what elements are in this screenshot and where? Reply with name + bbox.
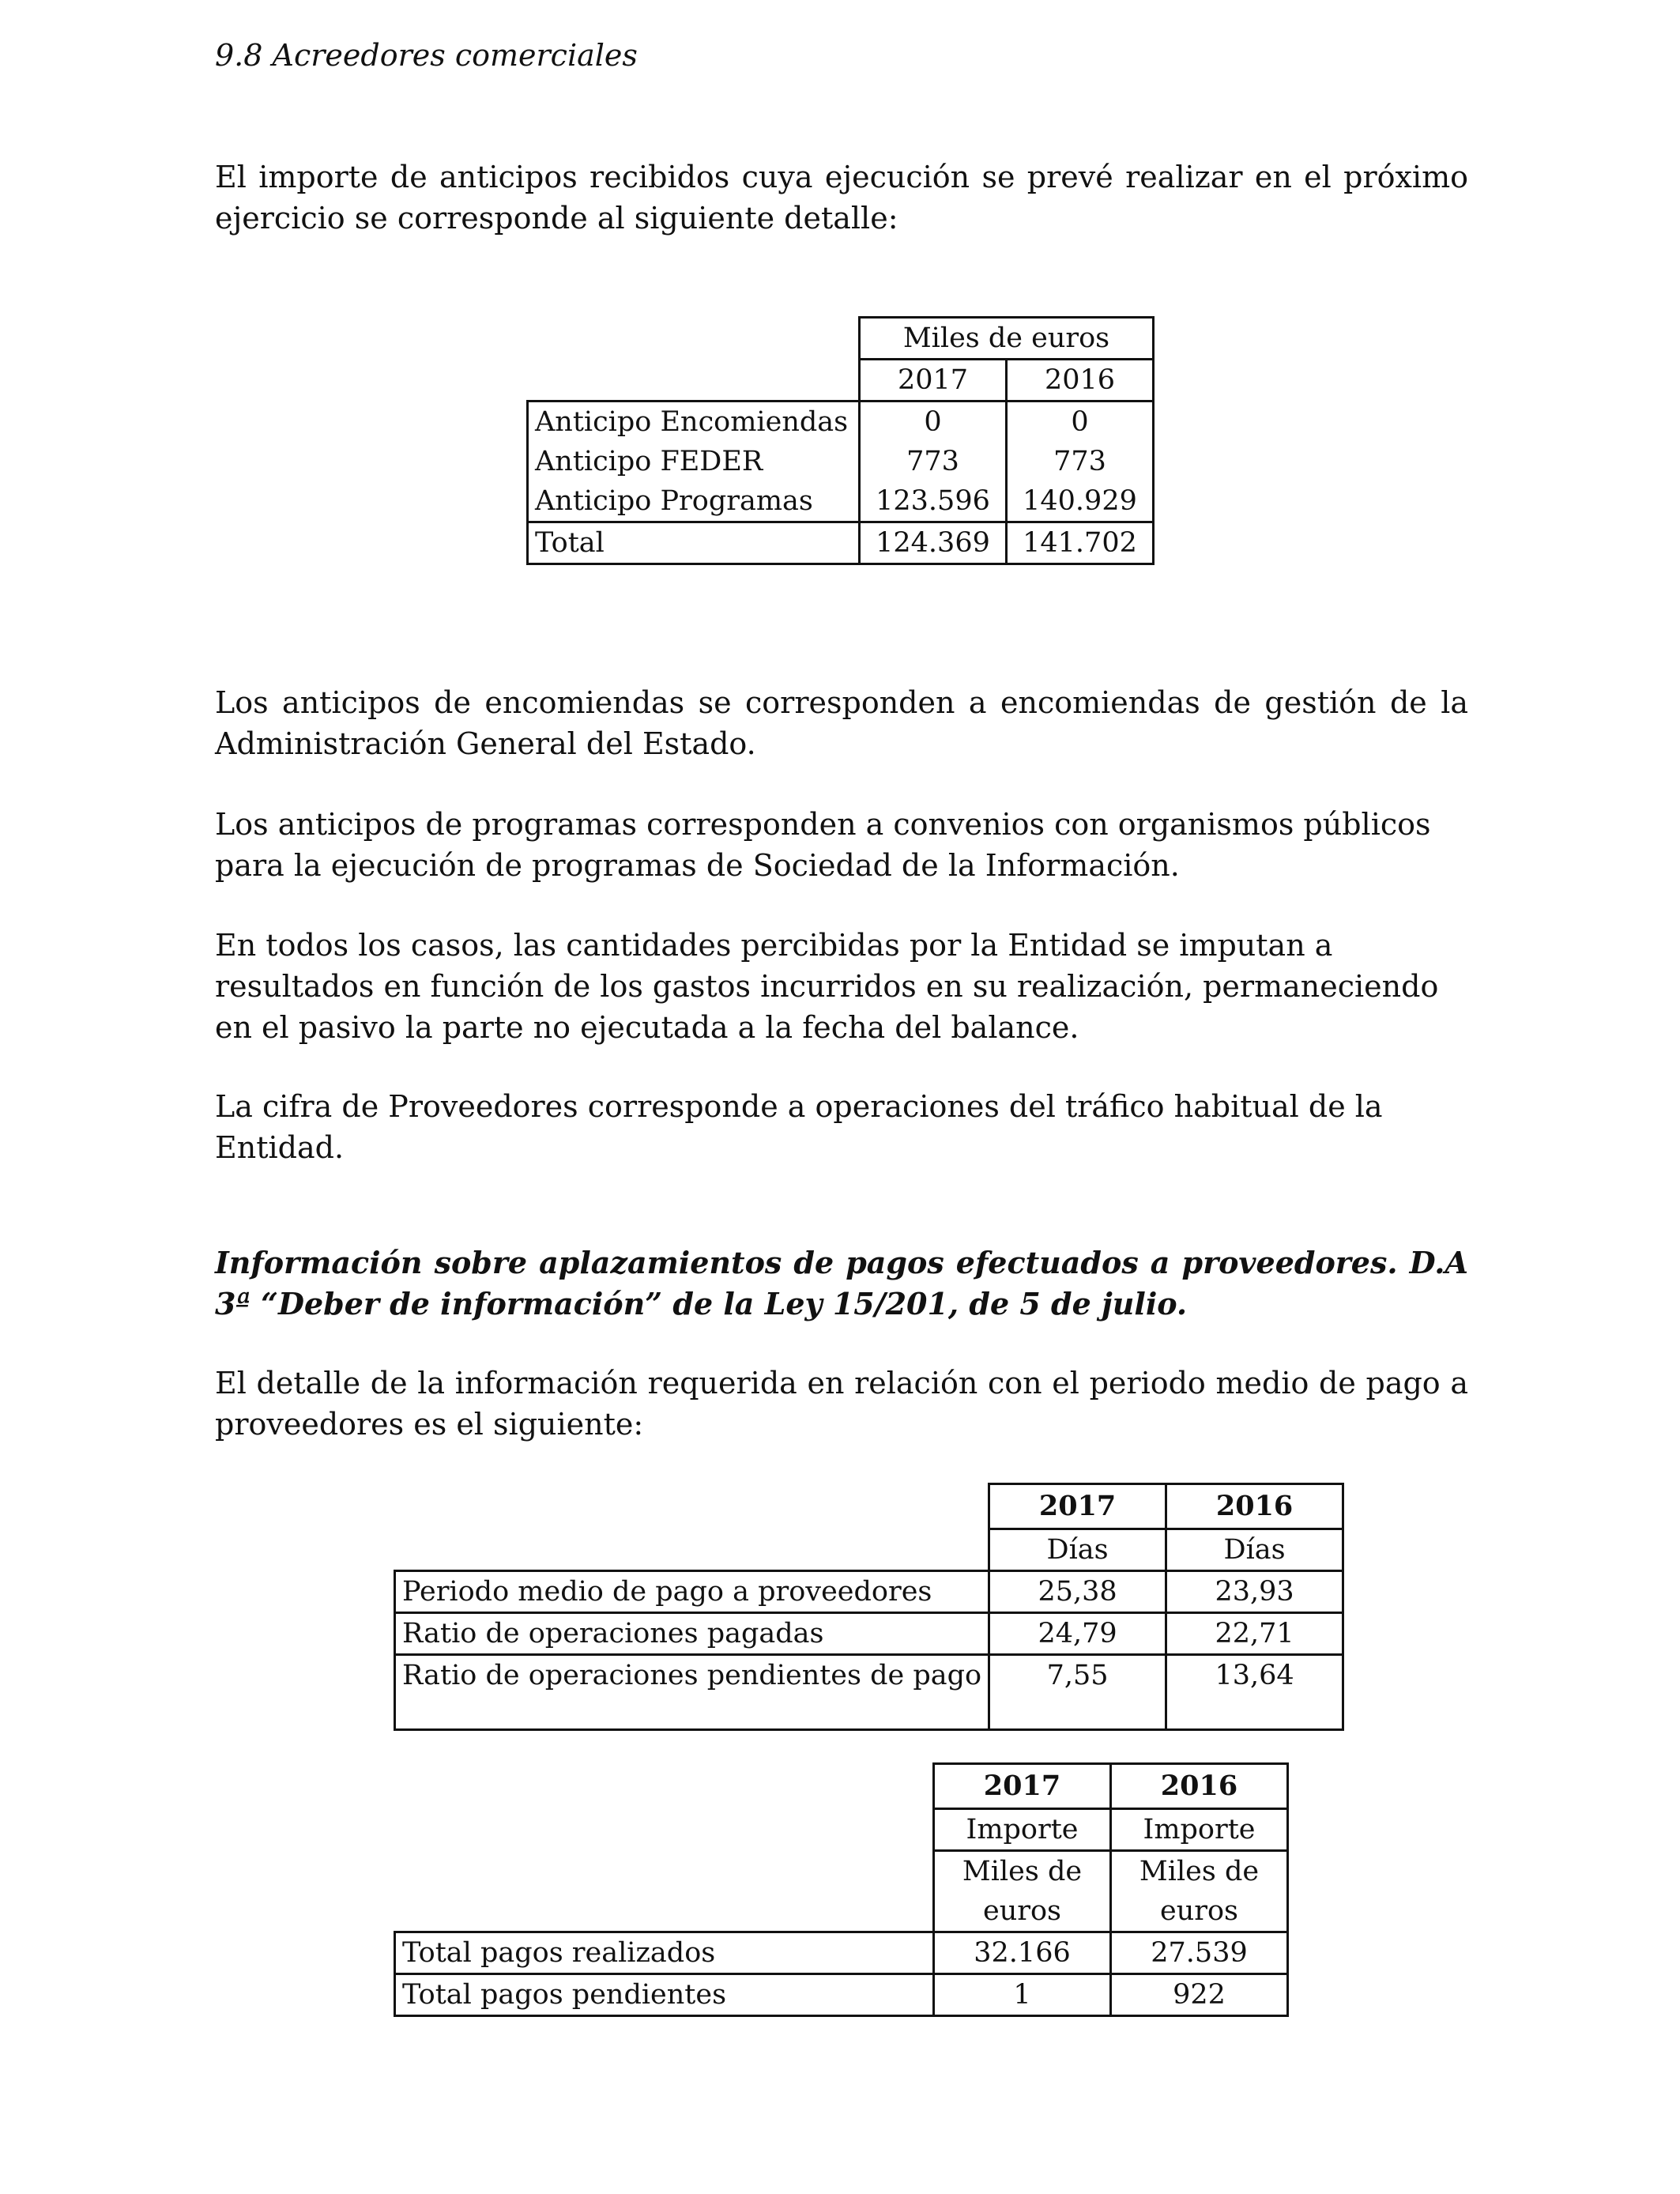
total-label: Total xyxy=(528,522,860,564)
unit-header: Miles de euros xyxy=(860,318,1154,360)
empty-cell xyxy=(395,1891,934,1932)
row-label: Ratio de operaciones pagadas xyxy=(395,1613,989,1655)
row-value-2016: 773 xyxy=(1007,442,1154,481)
unit-header-importe: Importe xyxy=(934,1809,1111,1851)
empty-cell xyxy=(528,318,860,360)
empty-cell xyxy=(528,360,860,401)
table-row xyxy=(395,1571,1343,1613)
row-value-2017: 1 xyxy=(934,1974,1111,2016)
row-value-2017: 0 xyxy=(860,401,1007,443)
paragraph-todos-casos: En todos los casos, las cantidades percibidas por la Entidad se imputan a resultados en función de los gastos incurridos en su realización, permaneciendo en el pasivo la parte no ejecutada a la fecha del balance. xyxy=(215,928,1439,1045)
row-value-2016: 23,93 xyxy=(1166,1571,1343,1613)
row-value-2017: 7,55 xyxy=(989,1655,1166,1730)
year-header: 2016 xyxy=(1007,360,1154,401)
row-value-2016: 13,64 xyxy=(1166,1655,1343,1730)
anticipos-table xyxy=(526,316,1155,565)
row-value-2016: 27.539 xyxy=(1111,1932,1288,1974)
table-row xyxy=(528,442,1154,481)
table-row xyxy=(395,1613,1343,1655)
row-value-2016: 0 xyxy=(1007,401,1154,443)
total-row xyxy=(528,522,1154,564)
row-label: Ratio de operaciones pendientes de pago xyxy=(395,1655,989,1730)
row-value-2017: 24,79 xyxy=(989,1613,1166,1655)
paragraph-programas: Los anticipos de programas corresponden a convenios con organismos públicos para la ejecución de programas de Sociedad de la Información. xyxy=(215,807,1431,883)
table-row xyxy=(395,1974,1288,2016)
unit-header-miles: Miles de xyxy=(934,1851,1111,1892)
pagos-table xyxy=(394,1762,1289,2017)
table-row xyxy=(395,1932,1288,1974)
detail-paragraph: El detalle de la información requerida en relación con el periodo medio de pago a proveedores es el siguiente: xyxy=(215,1366,1468,1442)
empty-cell xyxy=(395,1529,989,1571)
row-value-2017: 123.596 xyxy=(860,481,1007,522)
year-header: 2017 xyxy=(934,1764,1111,1809)
empty-cell xyxy=(395,1851,934,1892)
unit-header: Días xyxy=(989,1529,1166,1571)
intro-paragraph: El importe de anticipos recibidos cuya ejecución se prevé realizar en el próximo ejercicio se corresponde al siguiente detalle: xyxy=(215,160,1468,236)
unit-header-miles: Miles de xyxy=(1111,1851,1288,1892)
empty-cell xyxy=(395,1484,989,1529)
unit-header: Días xyxy=(1166,1529,1343,1571)
row-value-2017: 32.166 xyxy=(934,1932,1111,1974)
periodo-table xyxy=(394,1483,1344,1731)
row-value-2016: 922 xyxy=(1111,1974,1288,2016)
row-value-2017: 25,38 xyxy=(989,1571,1166,1613)
table-row xyxy=(395,1655,1343,1730)
paragraph-encomiendas: Los anticipos de encomiendas se corresponden a encomiendas de gestión de la Administración General del Estado. xyxy=(215,685,1468,761)
total-value-2016: 141.702 xyxy=(1007,522,1154,564)
year-header: 2016 xyxy=(1166,1484,1343,1529)
row-label: Anticipo Encomiendas xyxy=(528,401,860,443)
section-title: 9.8 Acreedores comerciales xyxy=(215,38,638,73)
subheading: Información sobre aplazamientos de pagos efectuados a proveedores. D.A 3ª “Deber de información” de la Ley 15/201, de 5 de julio. xyxy=(215,1245,1468,1321)
empty-cell xyxy=(395,1809,934,1851)
empty-cell xyxy=(395,1764,934,1809)
row-label: Total pagos realizados xyxy=(395,1932,934,1974)
table-row xyxy=(528,401,1154,443)
row-label: Periodo medio de pago a proveedores xyxy=(395,1571,989,1613)
year-header: 2017 xyxy=(860,360,1007,401)
row-label: Anticipo FEDER xyxy=(528,442,860,481)
paragraph-proveedores: La cifra de Proveedores corresponde a operaciones del tráfico habitual de la Entidad. xyxy=(215,1089,1383,1165)
unit-header-euros: euros xyxy=(934,1891,1111,1932)
table-row xyxy=(528,481,1154,522)
row-value-2017: 773 xyxy=(860,442,1007,481)
unit-header-importe: Importe xyxy=(1111,1809,1288,1851)
row-value-2016: 22,71 xyxy=(1166,1613,1343,1655)
unit-header-euros: euros xyxy=(1111,1891,1288,1932)
total-value-2017: 124.369 xyxy=(860,522,1007,564)
year-header: 2016 xyxy=(1111,1764,1288,1809)
row-value-2016: 140.929 xyxy=(1007,481,1154,522)
year-header: 2017 xyxy=(989,1484,1166,1529)
row-label: Anticipo Programas xyxy=(528,481,860,522)
row-label: Total pagos pendientes xyxy=(395,1974,934,2016)
